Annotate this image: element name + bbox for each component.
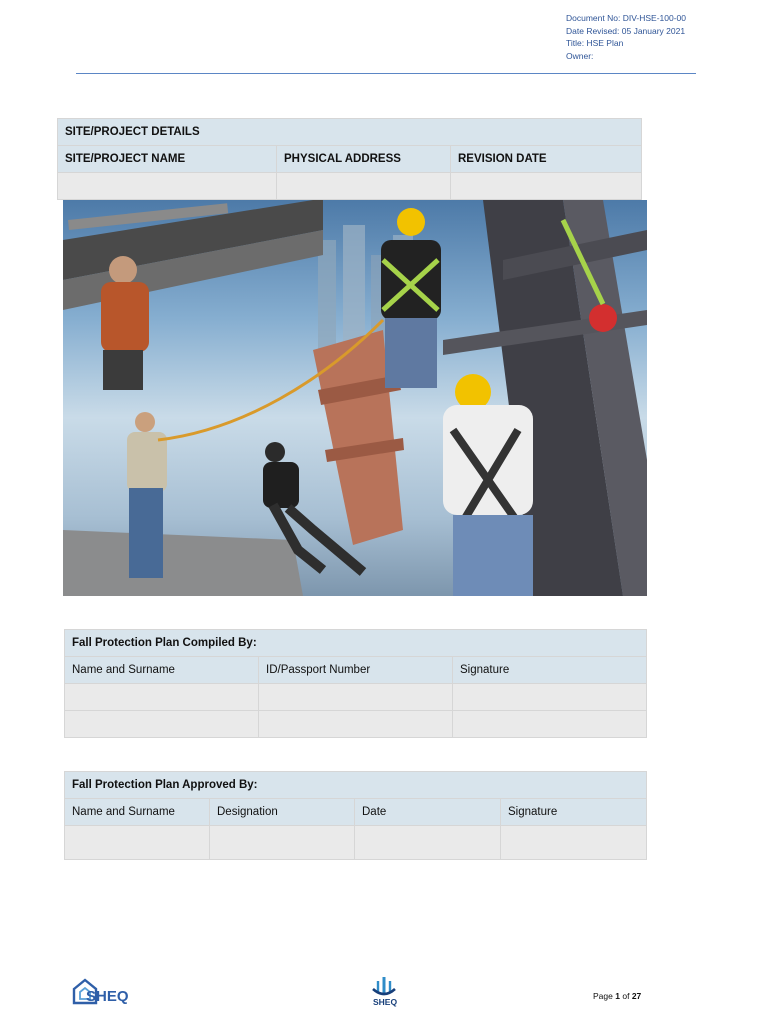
approved-date-field[interactable] — [355, 826, 501, 860]
approved-date-header: Date — [355, 799, 501, 826]
document-control-block — [566, 12, 686, 62]
site-details-title: SITE/PROJECT DETAILS — [58, 119, 642, 146]
approved-name-field[interactable] — [65, 826, 210, 860]
document-title: Title: HSE Plan — [566, 38, 624, 48]
compiled-signature-header: Signature — [453, 657, 647, 684]
compiled-id-header: ID/Passport Number — [259, 657, 453, 684]
revision-date-field[interactable] — [451, 173, 642, 200]
compiled-name-field[interactable] — [65, 711, 259, 738]
compiled-name-header: Name and Surname — [65, 657, 259, 684]
header-divider — [76, 73, 696, 74]
compiled-by-title: Fall Protection Plan Compiled By: — [65, 630, 647, 657]
sheq-logo-center-text: SHEQ — [373, 997, 398, 1007]
document-owner: Owner: — [566, 50, 594, 61]
compiled-id-field[interactable] — [259, 711, 453, 738]
sheq-logo-center — [370, 975, 398, 1007]
approved-signature-field[interactable] — [501, 826, 647, 860]
date-revised: Date Revised: 05 January 2021 — [566, 25, 686, 36]
compiled-name-field[interactable] — [65, 684, 259, 711]
approved-designation-field[interactable] — [210, 826, 355, 860]
document-number: Document No: DIV-HSE-100-00 — [566, 13, 686, 23]
fall-protection-cover-image — [63, 200, 647, 596]
sheq-logo-left — [72, 977, 132, 1007]
page-of: of — [622, 991, 630, 1001]
approved-designation-header: Designation — [210, 799, 355, 826]
physical-address-header: PHYSICAL ADDRESS — [277, 146, 451, 173]
page-label: Page — [593, 991, 613, 1001]
compiled-by-table — [64, 629, 647, 738]
compiled-signature-field[interactable] — [453, 711, 647, 738]
sheq-logo-left-text: SHEQ — [86, 988, 129, 1005]
site-project-name-field[interactable] — [58, 173, 277, 200]
revision-date-header: REVISION DATE — [451, 146, 642, 173]
site-project-details-table — [57, 118, 642, 200]
approved-by-title: Fall Protection Plan Approved By: — [65, 772, 647, 799]
page-total: 27 — [631, 991, 642, 1001]
construction-collage-illustration — [63, 200, 647, 596]
approved-signature-header: Signature — [501, 799, 647, 826]
compiled-signature-field[interactable] — [453, 684, 647, 711]
site-project-name-header: SITE/PROJECT NAME — [58, 146, 277, 173]
page-current: 1 — [615, 991, 620, 1001]
compiled-id-field[interactable] — [259, 684, 453, 711]
page-number — [593, 991, 641, 1001]
physical-address-field[interactable] — [277, 173, 451, 200]
approved-by-table — [64, 771, 647, 860]
approved-name-header: Name and Surname — [65, 799, 210, 826]
